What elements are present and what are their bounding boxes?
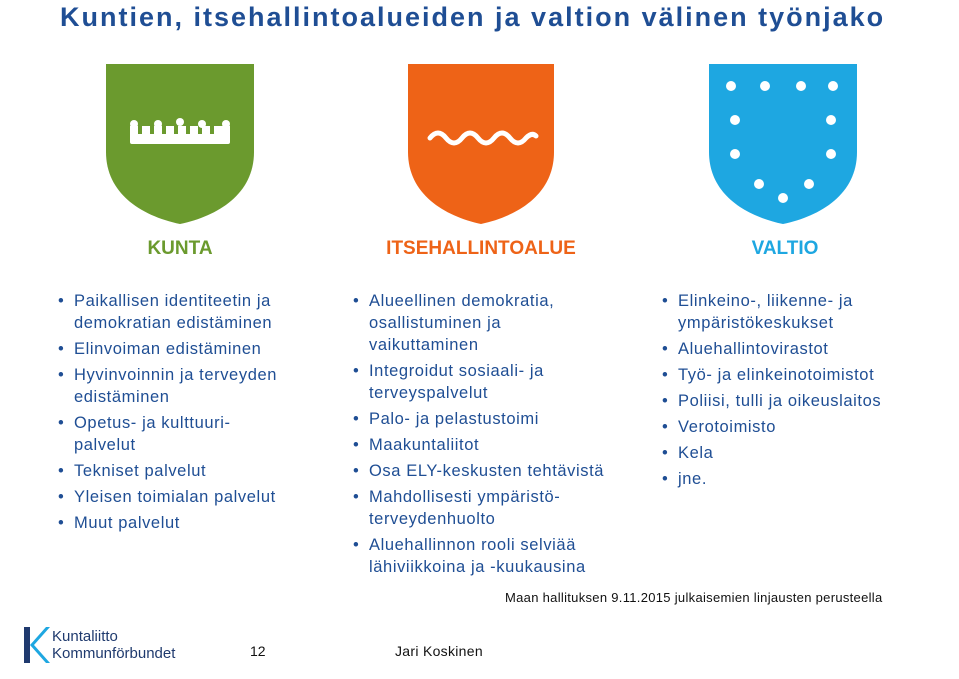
column-heading-kunta: KUNTA	[147, 238, 213, 259]
list-item: • Integroidut sosiaali- ja terveyspalvelut	[353, 360, 599, 404]
itsehallintoalue-task-list	[353, 290, 643, 582]
list-item: • Palo- ja pelastustoimi	[353, 408, 643, 430]
footer-logo-text	[52, 628, 175, 662]
list-item: • Tekniset palvelut	[58, 460, 328, 482]
list-item: • Opetus- ja kulttuuri-palvelut	[58, 412, 289, 456]
list-item: • Maakuntaliitot	[353, 434, 643, 456]
list-item: • Muut palvelut	[58, 512, 328, 534]
list-item: • Aluehallinnon rooli selviää lähiviikkoina ja -kuukausina	[353, 534, 649, 578]
valtio-task-list	[662, 290, 952, 494]
list-item: • Elinvoiman edistäminen	[58, 338, 328, 360]
list-item: • Poliisi, tulli ja oikeuslaitos	[662, 390, 952, 412]
logo-line-2: Kommunförbundet	[52, 645, 176, 662]
list-item: • Mahdollisesti ympäristö-terveydenhuolto	[353, 486, 619, 530]
valtio-shield-icon	[709, 64, 857, 224]
list-item: • Aluehallintovirastot	[662, 338, 952, 360]
list-item: • Paikallisen identiteetin ja demokratian edistäminen	[58, 290, 328, 334]
logo-line-1: Kuntaliitto	[52, 628, 118, 645]
column-heading-valtio: VALTIO	[751, 238, 819, 259]
kuntaliitto-logo-icon	[20, 625, 50, 665]
itsehallintoalue-shield-icon	[408, 64, 554, 224]
kunta-shield-icon	[106, 64, 254, 224]
source-note: Maan hallituksen 9.11.2015 julkaisemien linjausten perusteella	[505, 590, 883, 605]
list-item: • Työ- ja elinkeinotoimistot	[662, 364, 952, 386]
author-name: Jari Koskinen	[395, 643, 483, 659]
list-item: • Kela	[662, 442, 952, 464]
list-item: • jne.	[662, 468, 952, 490]
list-item: • Osa ELY-keskusten tehtävistä	[353, 460, 643, 482]
list-item: • Yleisen toimialan palvelut	[58, 486, 328, 508]
list-item: • Elinkeino-, liikenne- ja ympäristökeskukset	[662, 290, 908, 334]
kunta-task-list	[58, 290, 328, 538]
slide-title: Kuntien, itsehallintoalueiden ja valtion välinen työnjako	[60, 2, 886, 32]
list-item: • Hyvinvoinnin ja terveyden edistäminen	[58, 364, 328, 408]
list-item: • Verotoimisto	[662, 416, 952, 438]
page-number: 12	[250, 643, 266, 659]
list-item: • Alueellinen demokratia, osallistuminen ja vaikuttaminen	[353, 290, 599, 356]
column-heading-itsehallintoalue: ITSEHALLINTOALUE	[386, 238, 576, 259]
